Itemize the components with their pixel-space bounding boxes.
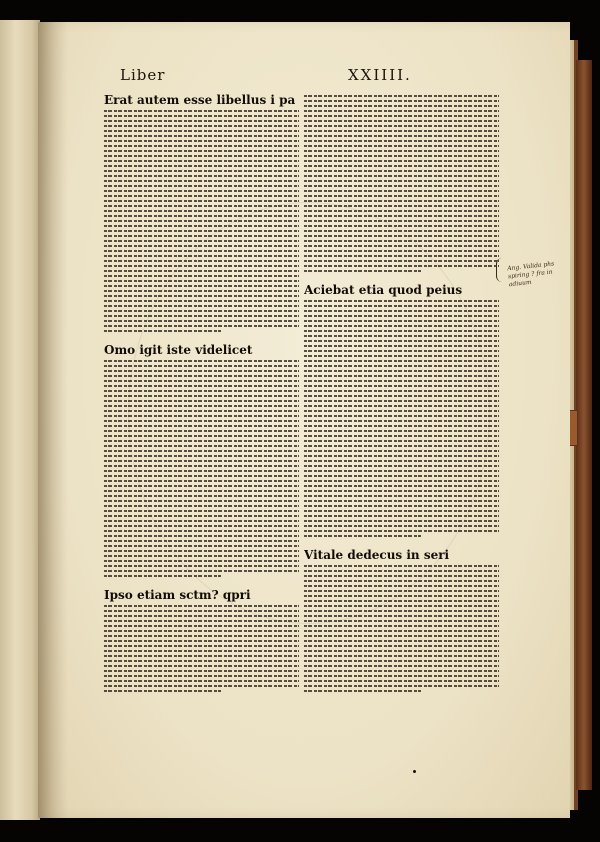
text-line xyxy=(304,330,499,332)
text-line xyxy=(104,515,299,517)
text-line xyxy=(104,405,299,407)
text-line xyxy=(104,450,299,452)
text-line xyxy=(104,645,299,647)
text-line xyxy=(304,390,499,392)
text-line xyxy=(304,200,499,202)
text-line xyxy=(304,675,499,677)
text-line xyxy=(104,290,299,292)
text-line xyxy=(104,395,299,397)
text-line xyxy=(304,650,499,652)
text-line xyxy=(104,280,299,282)
text-line xyxy=(104,210,299,212)
text-line xyxy=(104,295,299,297)
text-line xyxy=(104,315,299,317)
text-line xyxy=(104,490,299,492)
text-line xyxy=(104,480,299,482)
text-line xyxy=(304,270,421,272)
text-line xyxy=(304,470,499,472)
text-line xyxy=(304,405,499,407)
text-line xyxy=(304,615,499,617)
text-line xyxy=(104,360,299,362)
text-line xyxy=(104,380,299,382)
text-line xyxy=(104,540,299,542)
text-line xyxy=(304,345,499,347)
text-line xyxy=(304,475,499,477)
text-line xyxy=(304,635,499,637)
text-line xyxy=(304,205,499,207)
text-line xyxy=(104,420,299,422)
text-line xyxy=(304,325,499,327)
text-line xyxy=(304,500,499,502)
text-line xyxy=(104,680,299,682)
text-line xyxy=(104,330,221,332)
text-line xyxy=(304,320,499,322)
text-line xyxy=(104,615,299,617)
text-line xyxy=(304,645,499,647)
text-line xyxy=(304,625,499,627)
text-line xyxy=(104,215,299,217)
text-line xyxy=(304,580,499,582)
text-line xyxy=(104,620,299,622)
chapter-mark xyxy=(104,580,299,587)
text-line xyxy=(104,410,299,412)
text-line xyxy=(304,480,499,482)
text-line xyxy=(304,300,499,302)
text-line xyxy=(304,230,499,232)
text-line xyxy=(304,145,499,147)
margin-annotation: Ang. Valida phs spiring ? fra in adiuum xyxy=(506,260,555,289)
text-line xyxy=(304,630,499,632)
text-line xyxy=(304,95,499,97)
text-line xyxy=(304,240,499,242)
text-line xyxy=(104,675,299,677)
text-line xyxy=(304,690,421,692)
text-line xyxy=(104,465,299,467)
text-line xyxy=(104,470,299,472)
text-line xyxy=(304,410,499,412)
text-line xyxy=(304,395,499,397)
text-line xyxy=(104,445,299,447)
text-line xyxy=(304,595,499,597)
text-line xyxy=(104,545,299,547)
text-line xyxy=(304,350,499,352)
text-line xyxy=(104,475,299,477)
text-line xyxy=(104,300,299,302)
text-line xyxy=(304,535,421,537)
text-line xyxy=(104,385,299,387)
text-line xyxy=(304,115,499,117)
text-line xyxy=(104,690,221,692)
text-line xyxy=(304,445,499,447)
text-line xyxy=(304,170,499,172)
text-line xyxy=(304,425,499,427)
chapter-mark xyxy=(304,540,499,547)
text-line xyxy=(304,610,499,612)
text-line xyxy=(304,590,499,592)
text-line xyxy=(304,430,499,432)
text-line xyxy=(304,505,499,507)
text-line xyxy=(304,605,499,607)
text-line xyxy=(304,460,499,462)
text-line xyxy=(104,685,299,687)
text-line xyxy=(304,155,499,157)
text-line xyxy=(104,310,299,312)
text-line xyxy=(104,325,299,327)
text-line xyxy=(304,680,499,682)
text-line xyxy=(104,495,299,497)
text-line xyxy=(104,160,299,162)
text-line xyxy=(104,180,299,182)
text-line xyxy=(304,640,499,642)
text-line xyxy=(104,550,299,552)
text-line xyxy=(104,375,299,377)
text-line xyxy=(304,515,499,517)
text-line xyxy=(104,455,299,457)
text-line xyxy=(304,665,499,667)
text-line xyxy=(104,170,299,172)
text-line xyxy=(104,165,299,167)
text-line xyxy=(104,110,299,112)
text-line xyxy=(104,220,299,222)
text-line xyxy=(304,495,499,497)
text-line xyxy=(104,235,299,237)
text-line xyxy=(104,435,299,437)
chapter-mark xyxy=(304,275,499,282)
text-line xyxy=(304,310,499,312)
text-line xyxy=(304,450,499,452)
page-dot xyxy=(413,770,416,773)
text-line xyxy=(304,600,499,602)
text-line xyxy=(304,110,499,112)
text-line xyxy=(304,235,499,237)
text-column-right xyxy=(304,92,499,695)
text-line xyxy=(104,440,299,442)
section-heading: Aciebat etia quod peius xyxy=(304,284,463,297)
text-line xyxy=(104,155,299,157)
text-line xyxy=(304,685,499,687)
text-line xyxy=(304,165,499,167)
text-line xyxy=(104,655,299,657)
text-line xyxy=(304,655,499,657)
text-line xyxy=(304,585,499,587)
text-line xyxy=(304,195,499,197)
text-line xyxy=(104,370,299,372)
text-line xyxy=(104,225,299,227)
text-line xyxy=(104,660,299,662)
text-line xyxy=(104,205,299,207)
text-line xyxy=(104,635,299,637)
text-line xyxy=(104,500,299,502)
text-line xyxy=(104,130,299,132)
text-line xyxy=(104,265,299,267)
text-line xyxy=(304,660,499,662)
text-line xyxy=(104,510,299,512)
margin-bracket xyxy=(496,258,507,282)
text-line xyxy=(104,200,299,202)
text-line xyxy=(304,435,499,437)
text-line xyxy=(304,160,499,162)
text-line xyxy=(104,240,299,242)
text-line xyxy=(104,610,299,612)
text-line xyxy=(104,570,299,572)
text-line xyxy=(104,135,299,137)
text-line xyxy=(304,370,499,372)
text-line xyxy=(304,415,499,417)
text-line xyxy=(304,180,499,182)
text-line xyxy=(304,385,499,387)
text-line xyxy=(104,305,299,307)
text-line xyxy=(104,195,299,197)
text-line xyxy=(304,105,499,107)
running-head-right: XXIIII. xyxy=(348,66,412,84)
text-line xyxy=(104,115,299,117)
text-line xyxy=(304,210,499,212)
text-line xyxy=(304,255,499,257)
text-line xyxy=(104,485,299,487)
text-line xyxy=(304,335,499,337)
text-line xyxy=(304,315,499,317)
text-line xyxy=(304,620,499,622)
text-line xyxy=(104,520,299,522)
text-line xyxy=(304,380,499,382)
text-line xyxy=(104,145,299,147)
text-line xyxy=(304,245,499,247)
text-line xyxy=(304,260,499,262)
text-line xyxy=(304,225,499,227)
text-line xyxy=(304,570,499,572)
text-line xyxy=(104,175,299,177)
text-line xyxy=(304,340,499,342)
text-line xyxy=(104,250,299,252)
text-line xyxy=(104,650,299,652)
text-line xyxy=(304,265,499,267)
text-line xyxy=(304,185,499,187)
text-line xyxy=(104,150,299,152)
text-line xyxy=(304,130,499,132)
text-line xyxy=(304,355,499,357)
text-line xyxy=(104,665,299,667)
text-line xyxy=(104,560,299,562)
text-line xyxy=(104,505,299,507)
text-line xyxy=(104,460,299,462)
text-line xyxy=(304,100,499,102)
text-line xyxy=(304,190,499,192)
section-heading: Ipso etiam sctm? qpri xyxy=(104,589,251,602)
text-line xyxy=(104,270,299,272)
text-line xyxy=(304,140,499,142)
text-line xyxy=(104,230,299,232)
text-line xyxy=(104,415,299,417)
section-heading: Omo igit iste videlicet xyxy=(104,344,253,357)
leather-binding xyxy=(576,60,592,790)
left-page-edge xyxy=(0,20,40,820)
text-line xyxy=(104,185,299,187)
text-line xyxy=(104,630,299,632)
text-line xyxy=(104,190,299,192)
section-heading: Vitale dedecus in seri xyxy=(304,549,450,562)
text-line xyxy=(304,465,499,467)
text-line xyxy=(104,245,299,247)
text-line xyxy=(304,525,499,527)
text-line xyxy=(104,120,299,122)
text-line xyxy=(104,565,299,567)
running-head-left: Liber xyxy=(120,66,166,84)
text-line xyxy=(304,510,499,512)
text-line xyxy=(104,530,299,532)
text-line xyxy=(304,365,499,367)
text-line xyxy=(104,125,299,127)
text-line xyxy=(304,455,499,457)
text-line xyxy=(104,390,299,392)
text-line xyxy=(304,125,499,127)
text-line xyxy=(304,215,499,217)
text-line xyxy=(104,320,299,322)
text-line xyxy=(304,150,499,152)
text-line xyxy=(304,135,499,137)
text-line xyxy=(104,255,299,257)
text-line xyxy=(104,575,221,577)
text-line xyxy=(104,260,299,262)
text-line xyxy=(304,485,499,487)
text-line xyxy=(304,400,499,402)
text-line xyxy=(104,525,299,527)
text-line xyxy=(304,305,499,307)
text-line xyxy=(104,605,299,607)
text-line xyxy=(304,375,499,377)
text-line xyxy=(104,430,299,432)
text-line xyxy=(304,220,499,222)
text-line xyxy=(304,440,499,442)
text-line xyxy=(104,425,299,427)
text-line xyxy=(104,640,299,642)
text-line xyxy=(104,625,299,627)
text-line xyxy=(104,400,299,402)
text-line xyxy=(104,365,299,367)
text-line xyxy=(304,175,499,177)
chapter-mark xyxy=(104,335,299,342)
text-line xyxy=(104,535,299,537)
text-line xyxy=(104,555,299,557)
text-line xyxy=(304,530,499,532)
text-line xyxy=(104,275,299,277)
text-line xyxy=(304,250,499,252)
text-line xyxy=(104,140,299,142)
text-line xyxy=(304,490,499,492)
text-line xyxy=(304,520,499,522)
text-line xyxy=(104,670,299,672)
section-heading: Erat autem esse libellus i pa xyxy=(104,94,296,107)
text-line xyxy=(104,285,299,287)
text-line xyxy=(304,575,499,577)
text-column-left xyxy=(104,92,299,695)
gutter-shadow xyxy=(38,22,68,818)
text-line xyxy=(304,360,499,362)
text-line xyxy=(304,120,499,122)
text-line xyxy=(304,420,499,422)
text-line xyxy=(304,670,499,672)
text-line xyxy=(304,565,499,567)
